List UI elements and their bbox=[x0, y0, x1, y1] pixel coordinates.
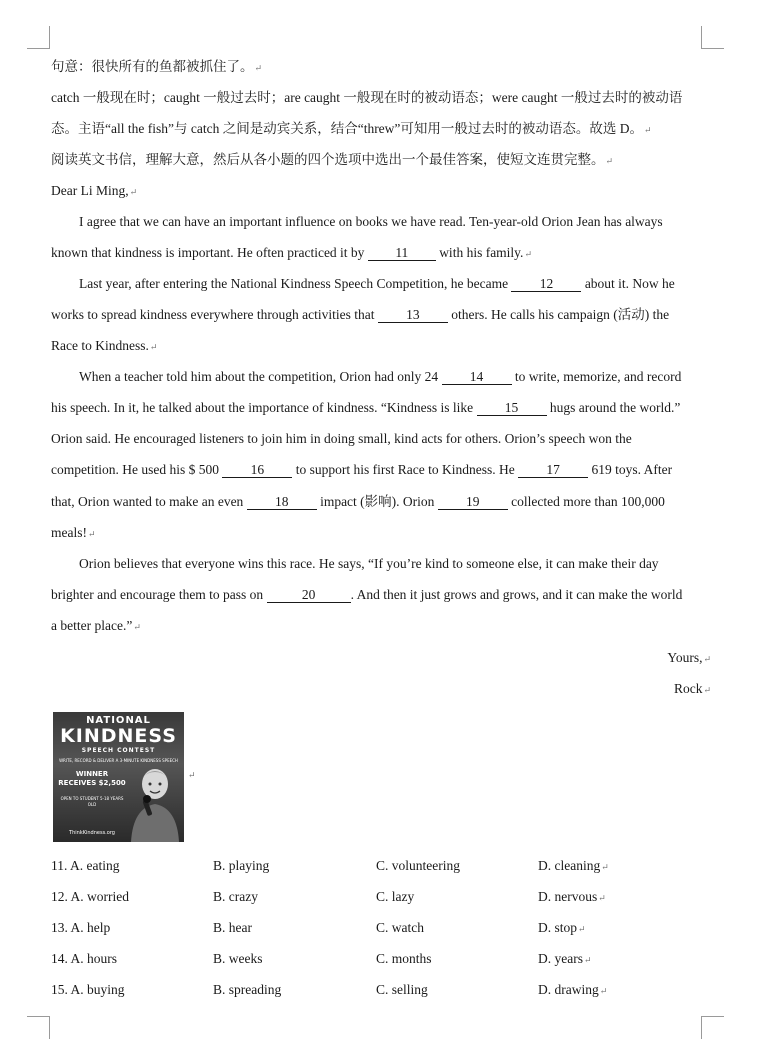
page-corner-bottom-right bbox=[701, 1016, 724, 1039]
kindness-contest-poster bbox=[53, 712, 184, 842]
page-corner-bottom-left bbox=[27, 1016, 50, 1039]
para3-line5: that, Orion wanted to make an even 18 impact (影响). Orion 19 collected more than 100,000 bbox=[51, 494, 665, 509]
para4-line3: a better place.”↵ bbox=[51, 618, 141, 633]
intro-line-4: 阅读英文书信，理解大意，然后从各小题的四个选项中选出一个最佳答案，使短文连贯完整。↵ bbox=[51, 152, 614, 167]
option-11-a: 11. A. eating bbox=[51, 858, 120, 873]
intro-line-1: 句意：很快所有的鱼都被抓住了。↵ bbox=[51, 59, 263, 74]
para3-line6: meals!↵ bbox=[51, 525, 96, 540]
para3-line2: his speech. In it, he talked about the importance of kindness. “Kindness is like 15 hugs around the world.” bbox=[51, 400, 681, 415]
option-12-a: 12. A. worried bbox=[51, 889, 129, 904]
poster-line-5: WINNER RECEIVES $2,500 bbox=[58, 770, 126, 787]
para2-line2: works to spread kindness everywhere through activities that 13 others. He calls his campaign (活动) the bbox=[51, 307, 670, 322]
image-paragraph-mark: ↵ bbox=[188, 770, 196, 780]
option-15-b: B. spreading bbox=[213, 982, 282, 997]
blank-15[interactable]: 15 bbox=[477, 400, 547, 416]
option-11-d: D. cleaning↵ bbox=[538, 858, 609, 873]
para4-line2: brighter and encourage them to pass on 20 . And then it just grows and grows, and it can make the world bbox=[51, 587, 683, 602]
blank-17[interactable]: 17 bbox=[518, 462, 588, 478]
option-13-a: 13. A. help bbox=[51, 920, 111, 935]
option-15-d: D. drawing↵ bbox=[538, 982, 608, 997]
blank-14[interactable]: 14 bbox=[442, 369, 512, 385]
poster-line-4: WRITE, RECORD & DELIVER A 3-MINUTE KINDNESS SPEECH bbox=[59, 758, 178, 763]
poster-line-7: ThinkKindness.org bbox=[69, 830, 115, 836]
letter-signature: Rock↵ bbox=[673, 681, 711, 696]
option-12-d: D. nervous↵ bbox=[538, 889, 606, 904]
page-corner-top-right bbox=[701, 26, 724, 49]
blank-11[interactable]: 11 bbox=[368, 245, 436, 261]
blank-19[interactable]: 19 bbox=[438, 494, 508, 510]
option-12-c: C. lazy bbox=[376, 889, 415, 904]
poster-line-1: NATIONAL bbox=[86, 715, 151, 726]
option-13-d: D. stop↵ bbox=[538, 920, 586, 935]
para3-line3: Orion said. He encouraged listeners to join him in doing small, kind acts for others. Orion’s speech won the bbox=[51, 431, 632, 446]
option-12-b: B. crazy bbox=[213, 889, 258, 904]
blank-16[interactable]: 16 bbox=[222, 462, 292, 478]
option-11-b: B. playing bbox=[213, 858, 270, 873]
blank-13[interactable]: 13 bbox=[378, 307, 448, 323]
para3-line1: When a teacher told him about the competition, Orion had only 24 14 to write, memorize, and record bbox=[79, 369, 682, 384]
option-11-c: C. volunteering bbox=[376, 858, 460, 873]
blank-12[interactable]: 12 bbox=[511, 276, 581, 292]
page-corner-top-left bbox=[27, 26, 50, 49]
letter-closing: Yours,↵ bbox=[667, 650, 711, 665]
intro-line-2: catch 一般现在时；caught 一般过去时；are caught 一般现在时的被动语态；were caught 一般过去时的被动语 bbox=[51, 90, 683, 105]
option-14-d: D. years↵ bbox=[538, 951, 592, 966]
para3-line4: competition. He used his $ 500 16 to support his first Race to Kindness. He 17 619 toys. After bbox=[51, 462, 673, 477]
option-13-c: C. watch bbox=[376, 920, 424, 935]
option-14-a: 14. A. hours bbox=[51, 951, 118, 966]
letter-greeting: Dear Li Ming,↵ bbox=[51, 183, 138, 198]
para2-line3: Race to Kindness.↵ bbox=[51, 338, 158, 353]
option-13-b: B. hear bbox=[213, 920, 252, 935]
blank-18[interactable]: 18 bbox=[247, 494, 317, 510]
option-14-b: B. weeks bbox=[213, 951, 263, 966]
para1-line2: known that kindness is important. He often practiced it by 11 with his family.↵ bbox=[51, 245, 532, 260]
option-14-c: C. months bbox=[376, 951, 432, 966]
para1-line1: I agree that we can have an important influence on books we have read. Ten-year-old Orion Jean has always bbox=[79, 214, 663, 229]
blank-20[interactable]: 20 bbox=[267, 587, 351, 603]
para2-line1: Last year, after entering the National Kindness Speech Competition, he became 12 about it. Now he bbox=[79, 276, 675, 291]
poster-line-6: OPEN TO STUDENT 5-18 YEARS OLD bbox=[60, 796, 124, 807]
para4-line1: Orion believes that everyone wins this race. He says, “If you’re kind to someone else, it can make their day bbox=[79, 556, 659, 571]
intro-line-3: 态。主语“all the fish”与 catch 之间是动宾关系，结合“threw”可知用一般过去时的被动语态。故选 D。↵ bbox=[51, 121, 652, 136]
option-15-c: C. selling bbox=[376, 982, 428, 997]
poster-line-3: SPEECH CONTEST bbox=[81, 747, 156, 754]
poster-line-2: KINDNESS bbox=[60, 725, 177, 747]
option-15-a: 15. A. buying bbox=[51, 982, 125, 997]
boy-with-microphone-illustration bbox=[123, 764, 183, 842]
